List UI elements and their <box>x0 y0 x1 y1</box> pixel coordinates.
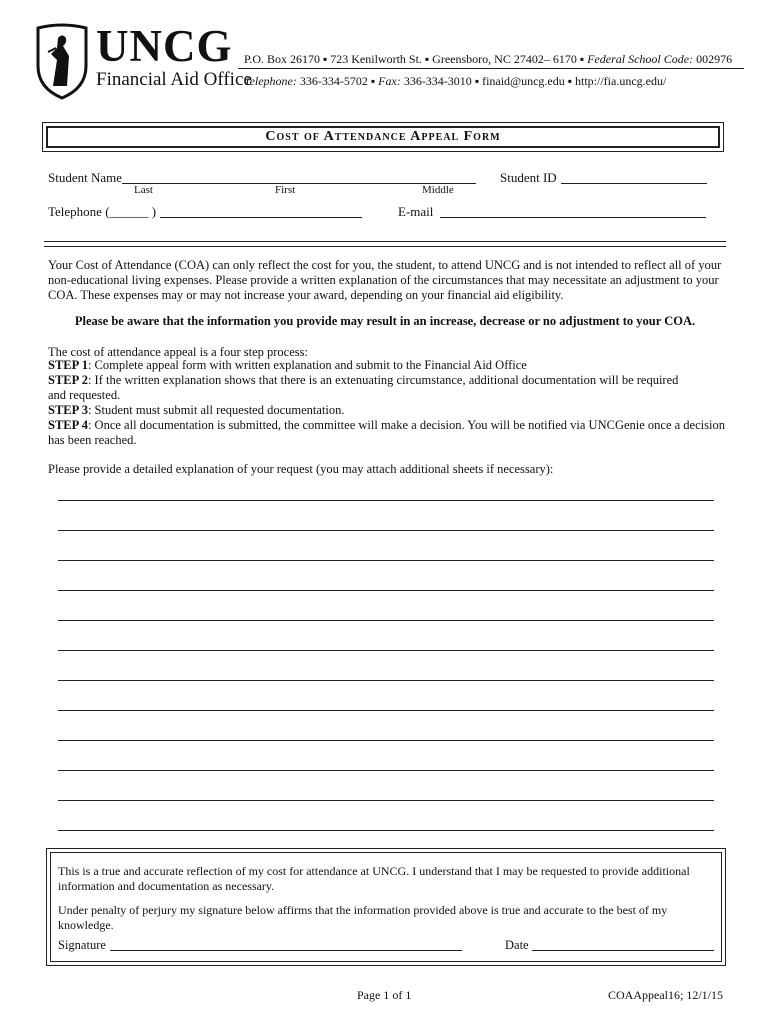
explanation-line[interactable] <box>58 560 714 561</box>
explanation-line[interactable] <box>58 710 714 711</box>
header-rule <box>238 68 744 69</box>
form-code: COAAppeal16; 12/1/15 <box>608 988 723 1002</box>
explanation-line[interactable] <box>58 830 714 831</box>
explanation-line[interactable] <box>58 500 714 501</box>
date-field[interactable] <box>532 950 714 951</box>
student-id-label: Student ID <box>500 170 557 185</box>
email-field[interactable] <box>440 217 706 218</box>
step-1: STEP 1: Complete appeal form with written explanation and submit to the Financial Aid Office <box>48 358 527 372</box>
date-label: Date <box>505 938 529 952</box>
student-id-field[interactable] <box>561 183 707 184</box>
intro-paragraph: Your Cost of Attendance (COA) can only reflect the cost for you, the student, to attend UNCG and is not intended to reflect all of your non-educational living expenses. Please provide a written explanation of the circumstances that may necessitate an adjustment to your COA. These expenses may or may not increase your award, depending on your financial aid eligibility. <box>48 258 722 302</box>
telephone-field[interactable] <box>160 217 362 218</box>
email-label: E-mail <box>398 204 434 219</box>
first-name-caption: First <box>275 184 296 196</box>
explanation-line[interactable] <box>58 680 714 681</box>
last-name-caption: Last <box>134 184 153 196</box>
explanation-line[interactable] <box>58 770 714 771</box>
brand-name: UNCG <box>96 21 233 71</box>
explanation-line[interactable] <box>58 620 714 621</box>
explanation-line[interactable] <box>58 740 714 741</box>
explanation-line[interactable] <box>58 530 714 531</box>
explanation-prompt: Please provide a detailed explanation of your request (you may attach additional sheets if necessary): <box>48 462 554 476</box>
middle-name-caption: Middle <box>422 184 454 196</box>
step-3: STEP 3: Student must submit all requested documentation. <box>48 403 345 417</box>
attestation-paragraph-1: This is a true and accurate reflection of my cost for attendance at UNCG. I understand that I may be requested to provide additional information and documentation as necessary. <box>58 864 690 893</box>
explanation-line[interactable] <box>58 650 714 651</box>
brand-subtitle: Financial Aid Office <box>96 69 252 90</box>
address-line: P.O. Box 26170 ▪ 723 Kenilworth St. ▪ Greensboro, NC 27402– 6170 ▪ Federal School Code: 002976 <box>244 52 733 66</box>
page-number: Page 1 of 1 <box>357 988 412 1002</box>
attestation-paragraph-2: Under penalty of perjury my signature below affirms that the information provided above is true and accurate to the best of my knowledge. <box>58 903 668 932</box>
notice-text: Please be aware that the information you provide may result in an increase, decrease or no adjustment to your COA. <box>74 314 696 328</box>
process-intro: The cost of attendance appeal is a four step process: <box>48 345 308 359</box>
form-title: Cost of Attendance Appeal Form <box>265 129 501 144</box>
contact-line: Telephone: 336-334-5702 ▪ Fax: 336-334-3010 ▪ finaid@uncg.edu ▪ http://fia.uncg.edu/ <box>244 74 667 88</box>
student-name-label: Student Name <box>48 170 123 185</box>
section-divider <box>44 241 726 247</box>
step-2: STEP 2: If the written explanation shows that there is an extenuating circumstance, additional documentation will be required and requested. <box>48 373 679 402</box>
explanation-line[interactable] <box>58 590 714 591</box>
explanation-line[interactable] <box>58 800 714 801</box>
signature-field[interactable] <box>110 950 462 951</box>
step-4: STEP 4: Once all documentation is submitted, the committee will make a decision. You will be notified via UNCGenie once a decision has been reached. <box>48 418 725 447</box>
signature-label: Signature <box>58 938 106 952</box>
telephone-label: Telephone (______ ) <box>48 204 157 219</box>
uncg-seal-logo <box>34 22 90 100</box>
form-title-box <box>42 122 724 152</box>
